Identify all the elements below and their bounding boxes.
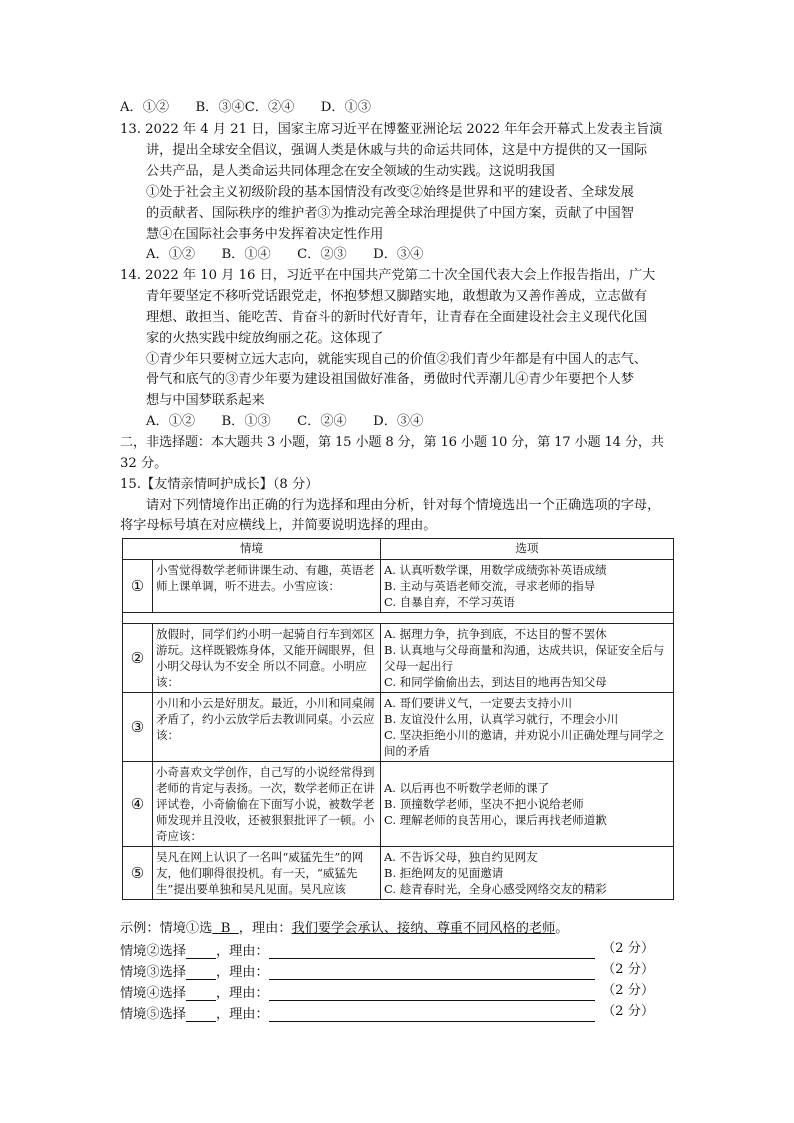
options-cell <box>381 693 674 762</box>
situation-text: 小雪觉得数学老师讲课生动、有趣，英语老师上课单调，听不进去。小雪应该： <box>153 560 381 613</box>
reason-label: ，理由： <box>215 1007 269 1022</box>
points: （2 分） <box>602 983 655 998</box>
option: A. 哥们要讲义气，一定要去支持小川 <box>384 696 573 710</box>
q13-line: 的贡献者、国际秩序的维护者③为推动完善全球治理提供了中国方案，贡献了中国智 <box>146 206 634 221</box>
example-choice: B <box>212 921 239 936</box>
section-heading-cont: 32 分。 <box>120 456 168 471</box>
header-options: 选项 <box>381 539 674 560</box>
example-answer <box>120 917 568 936</box>
table-row <box>123 762 674 847</box>
table-row <box>123 560 674 613</box>
table-row <box>123 624 674 693</box>
example-mid: ，理由： <box>238 921 292 936</box>
option: A. 认真听数学课，用数学成绩弥补英语成绩 <box>384 563 607 577</box>
answer-label: 情境③选择 <box>120 965 186 980</box>
q14-options: A．①② B．①③ C．②④ D．③④ <box>146 414 424 429</box>
example-reason: 我们要学会承认、接纳、尊重不同风格的老师 <box>291 921 556 936</box>
situation-text: 吴凡在网上认识了一名叫“威猛先生”的网友，他们聊得很投机。有一天，“威猛先生”提出要单独和吴凡见面。吴凡应该 <box>153 847 381 900</box>
q15-instruction: 将字母标号填在对应横线上，并简要说明选择的理由。 <box>120 518 437 533</box>
option: B. 顶撞数学老师，坚决不把小说给老师 <box>384 797 584 811</box>
option: B. 主动与英语老师交流，寻求老师的指导 <box>384 579 596 593</box>
points: （2 分） <box>602 962 655 977</box>
choice-blank[interactable] <box>186 986 216 1001</box>
q15-instruction: 请对下列情境作出正确的行为选择和理由分析，针对每个情境选出一个正确选项的字母， <box>146 498 661 513</box>
option: B. 友谊没什么用，认真学习就行，不理会小川 <box>384 712 619 726</box>
table-gap <box>123 613 674 624</box>
reason-label: ，理由： <box>215 944 269 959</box>
situation-text: 小川和小云是好朋友。最近，小川和同桌闹矛盾了，约小云放学后去教训同桌。小云应该： <box>153 693 381 762</box>
row-number: ④ <box>123 762 153 847</box>
q14-line: 骨气和底气的③青少年要为建设祖国做好准备，勇做时代弄潮儿④青少年要把个人梦 <box>146 372 634 387</box>
answer-label: 情境④选择 <box>120 986 186 1001</box>
situation-text: 放假时，同学们约小明一起骑自行车到郊区游玩。这样既锻炼身体，又能开阔眼界，但小明父母认为不安全 所以不同意。小明应该： <box>153 624 381 693</box>
q14-line: 青年要坚定不移听党话跟党走，怀抱梦想又脚踏实地，敢想敢为又善作善成，立志做有 <box>146 289 648 304</box>
reason-blank[interactable] <box>269 986 595 1001</box>
q13-line: ①处于社会主义初级阶段的基本国情没有改变②始终是世界和平的建设者、全球发展 <box>146 185 634 200</box>
reason-label: ，理由： <box>215 965 269 980</box>
option: C. 自暴自弃，不学习英语 <box>384 595 515 609</box>
table-row <box>123 847 674 900</box>
option: C. 和同学偷偷出去，到达目的地再告知父母 <box>384 675 607 689</box>
table-row <box>123 693 674 762</box>
option: A. 以后再也不听数学老师的课了 <box>384 781 550 795</box>
q13-line: 慧④在国际社会事务中发挥着决定性作用 <box>146 227 384 242</box>
answer-line <box>120 940 595 959</box>
option: A. 据理力争，抗争到底，不达目的誓不罢休 <box>384 627 607 641</box>
options-cell <box>381 847 674 900</box>
section-heading: 二，非选择题：本大题共 3 小题，第 15 小题 8 分，第 16 小题 10 分，第 17 小题 14 分，共 <box>120 435 664 450</box>
q14-line: 14. 2022 年 10 月 16 日，习近平在中国共产党第二十次全国代表大会上作报告指出，广大 <box>120 268 656 283</box>
reason-blank[interactable] <box>269 944 595 959</box>
row-number: ② <box>123 624 153 693</box>
table-header-row <box>123 539 674 560</box>
options-cell <box>381 762 674 847</box>
scenario-table <box>122 538 674 900</box>
situation-text: 小奇喜欢文学创作，自己写的小说经常得到老师的肯定与表扬。一次，数学老师正在讲评试卷，小奇偷偷在下面写小说，被数学老师发现并且没收，还被狠狠批评了一顿。小奇应该： <box>153 762 381 847</box>
answer-line <box>120 1003 595 1022</box>
q15-title: 15.【友情亲情呵护成长】（8 分） <box>120 477 319 492</box>
option: C. 坚决拒绝小川的邀请，并劝说小川正确处理与同学之间的矛盾 <box>384 728 665 758</box>
choice-blank[interactable] <box>186 965 216 980</box>
q14-line: 想与中国梦联系起来 <box>146 393 265 408</box>
row-number: ① <box>123 560 153 613</box>
choice-blank[interactable] <box>186 1007 216 1022</box>
option: C. 趁青春时光，全身心感受网络交友的精彩 <box>384 882 607 896</box>
q14-line: 理想、敢担当、能吃苦、肯奋斗的新时代好青年，让青春在全面建设社会主义现代化国 <box>146 310 648 325</box>
options-cell <box>381 560 674 613</box>
answer-line <box>120 961 595 980</box>
header-situation: 情境 <box>123 539 381 560</box>
reason-blank[interactable] <box>269 1007 595 1022</box>
example-prefix: 示例：情境①选 <box>120 921 213 936</box>
row-number: ⑤ <box>123 847 153 900</box>
q12-options: A．①② B．③④C．②④ D．①③ <box>120 100 371 115</box>
option: A. 不告诉父母，独自约见网友 <box>384 850 538 864</box>
q13-line: 讲，提出全球安全倡议，强调人类是休戚与共的命运共同体，这是中方提供的又一国际 <box>146 143 648 158</box>
points: （2 分） <box>602 941 655 956</box>
reason-label: ，理由： <box>215 986 269 1001</box>
row-number: ③ <box>123 693 153 762</box>
q13-line: 公共产品，是人类命运共同体理念在安全领域的生动实践。这说明我国 <box>146 164 555 179</box>
answer-label: 情境②选择 <box>120 944 186 959</box>
reason-blank[interactable] <box>269 965 595 980</box>
answer-line <box>120 982 595 1001</box>
choice-blank[interactable] <box>186 944 216 959</box>
q13-options: A．①② B．①④ C．②③ D．③④ <box>146 247 424 262</box>
example-end: 。 <box>555 921 569 936</box>
q14-line: ①青少年只要树立远大志向，就能实现自己的价值②我们青少年都是有中国人的志气、 <box>146 352 648 367</box>
points: （2 分） <box>602 1004 655 1019</box>
option: B. 拒绝网友的见面邀请 <box>384 866 504 880</box>
option: C. 理解老师的良苦用心，课后再找老师道歉 <box>384 813 607 827</box>
q13-line: 13. 2022 年 4 月 21 日，国家主席习近平在博鳌亚洲论坛 2022 年年会开幕式上发表主旨演 <box>120 122 663 137</box>
options-cell <box>381 624 674 693</box>
option: B. 认真地与父母商量和沟通，达成共识，保证安全后与父母一起出行 <box>384 643 665 673</box>
answer-label: 情境⑤选择 <box>120 1007 186 1022</box>
q14-line: 家的火热实践中绽放绚丽之花。这体现了 <box>146 331 384 346</box>
